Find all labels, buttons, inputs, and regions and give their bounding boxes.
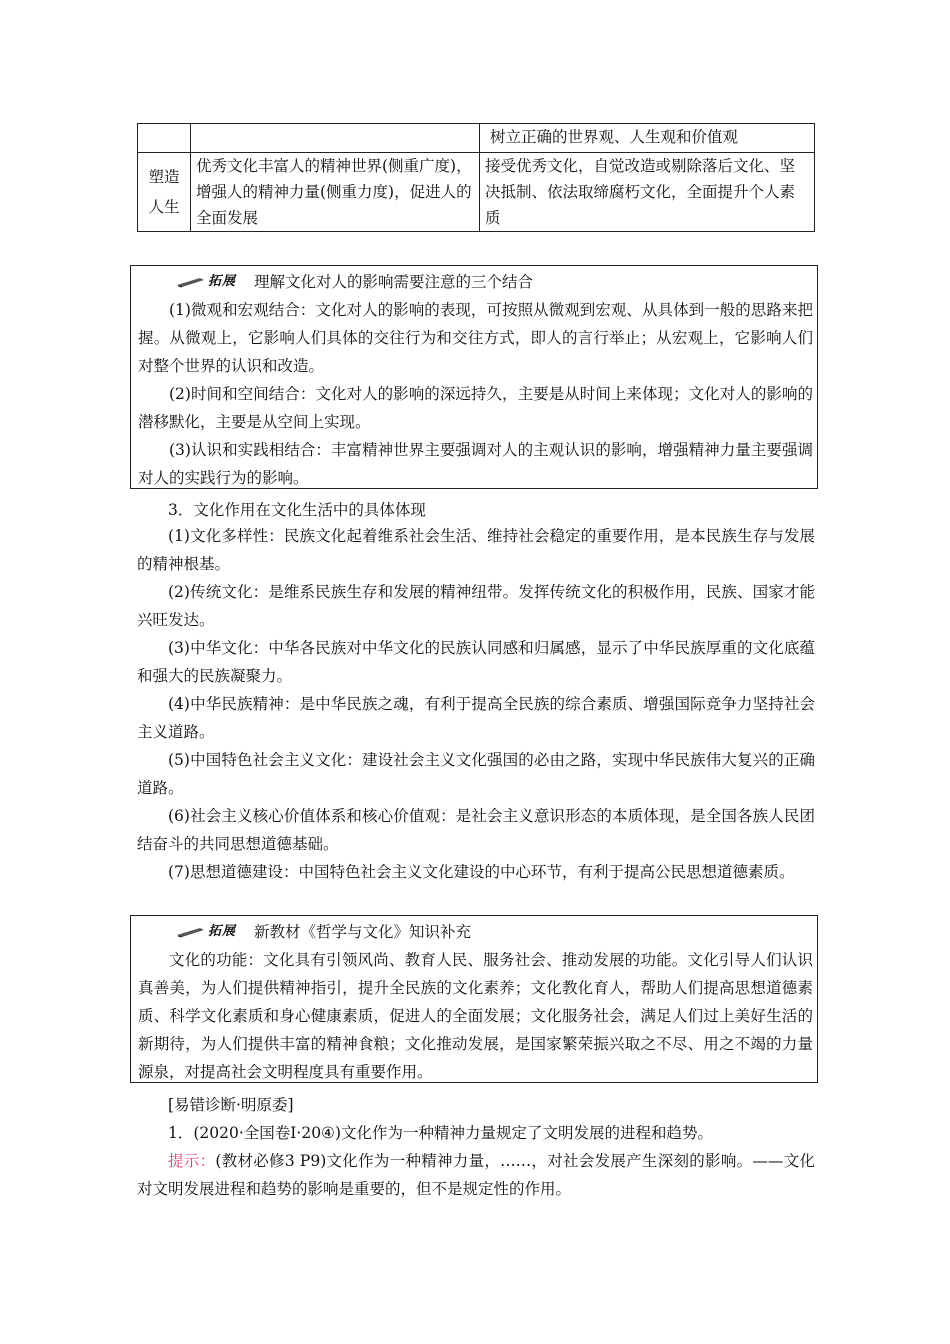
- expansion-badge: 拓展: [176, 268, 236, 296]
- table-cell: [191, 124, 480, 153]
- box-paragraph: (3)认识和实践相结合：丰富精神世界主要强调对人的主观认识的影响，增强精神力量主要强调对人的实践行为的影响。: [138, 441, 813, 487]
- table-cell: [138, 124, 191, 153]
- box-paragraph: 文化的功能：文化具有引领风尚、教育人民、服务社会、推动发展的功能。文化引导人们认识真善美，为人们提供精神指引，提升全民族的文化素养；文化教化育人，帮助人们提高思想道德素质、科学文化素质和身心健康素质，促进人的全面发展；文化服务社会，满足人们过上美好生活的新期待，为人们提供丰富的精神食粮；文化推动发展，是国家繁荣振兴取之不尽、用之不竭的力量源泉，对提高社会文明程度具有重要作用。: [138, 951, 813, 1081]
- hint-label: 提示：: [168, 1152, 216, 1170]
- expansion-badge: 拓展: [176, 918, 236, 946]
- section-heading: 3．文化作用在文化生活中的具体体现: [168, 501, 426, 519]
- list-item: (1)文化多样性：民族文化起着维系社会生活、维持社会稳定的重要作用，是本民族生存与发展的精神根基。: [137, 527, 815, 573]
- culture-role-table: [137, 123, 815, 232]
- list-item: (2)传统文化：是维系民族生存和发展的精神纽带。发挥传统文化的积极作用，民族、国家才能兴旺发达。: [137, 583, 815, 629]
- table-cell: 接受优秀文化，自觉改造或剔除落后文化、坚决抵制、依法取缔腐朽文化，全面提升个人素质: [480, 153, 815, 232]
- hint-paragraph: [137, 1147, 815, 1203]
- expansion-box-three-combinations: [130, 265, 818, 489]
- table-cell: 树立正确的世界观、人生观和价值观: [480, 124, 815, 153]
- list-item: (5)中国特色社会主义文化：建设社会主义文化强国的必由之路，实现中华民族伟大复兴的正确道路。: [137, 751, 815, 797]
- box-header: [138, 918, 813, 946]
- diagnosis-heading: [易错诊断·明原委]: [168, 1096, 294, 1114]
- table-row: [138, 153, 815, 232]
- box-header: [138, 268, 813, 296]
- box-title: 理解文化对人的影响需要注意的三个结合: [254, 273, 534, 291]
- list-item: (4)中华民族精神：是中华民族之魂，有利于提高全民族的综合素质、增强国际竞争力坚持社会主义道路。: [137, 695, 815, 741]
- table-row: [138, 124, 815, 153]
- box-title: 新教材《哲学与文化》知识补充: [254, 923, 472, 941]
- box-paragraph: (1)微观和宏观结合：文化对人的影响的表现，可按照从微观到宏观、从具体到一般的思路来把握。从微观上，它影响人们具体的交往行为和交往方式，即人的言行举止；从宏观上，它影响人们对整个世界的认识和改造。: [138, 301, 813, 375]
- question-item: 1．(2020·全国卷Ⅰ·20④)文化作为一种精神力量规定了文明发展的进程和趋势。: [168, 1124, 713, 1142]
- pen-icon: [176, 926, 206, 938]
- expansion-box-new-textbook: [130, 915, 818, 1083]
- list-item: (7)思想道德建设：中国特色社会主义文化建设的中心环节，有利于提高公民思想道德素质。: [168, 863, 795, 881]
- table-cell-category: 塑造人生: [138, 153, 191, 232]
- hint-text: (教材必修3 P9)文化作为一种精神力量，……，对社会发展产生深刻的影响。——文化对文明发展进程和趋势的影响是重要的，但不是规定性的作用。: [137, 1152, 815, 1198]
- pen-icon: [176, 276, 206, 288]
- list-item: (3)中华文化：中华各民族对中华文化的民族认同感和归属感，显示了中华民族厚重的文化底蕴和强大的民族凝聚力。: [137, 639, 815, 685]
- table-cell: 优秀文化丰富人的精神世界(侧重广度)，增强人的精神力量(侧重力度)，促进人的全面发展: [191, 153, 480, 232]
- box-paragraph: (2)时间和空间结合：文化对人的影响的深远持久，主要是从时间上来体现；文化对人的影响的潜移默化，主要是从空间上实现。: [138, 385, 813, 431]
- list-item: (6)社会主义核心价值体系和核心价值观：是社会主义意识形态的本质体现，是全国各族人民团结奋斗的共同思想道德基础。: [137, 807, 815, 853]
